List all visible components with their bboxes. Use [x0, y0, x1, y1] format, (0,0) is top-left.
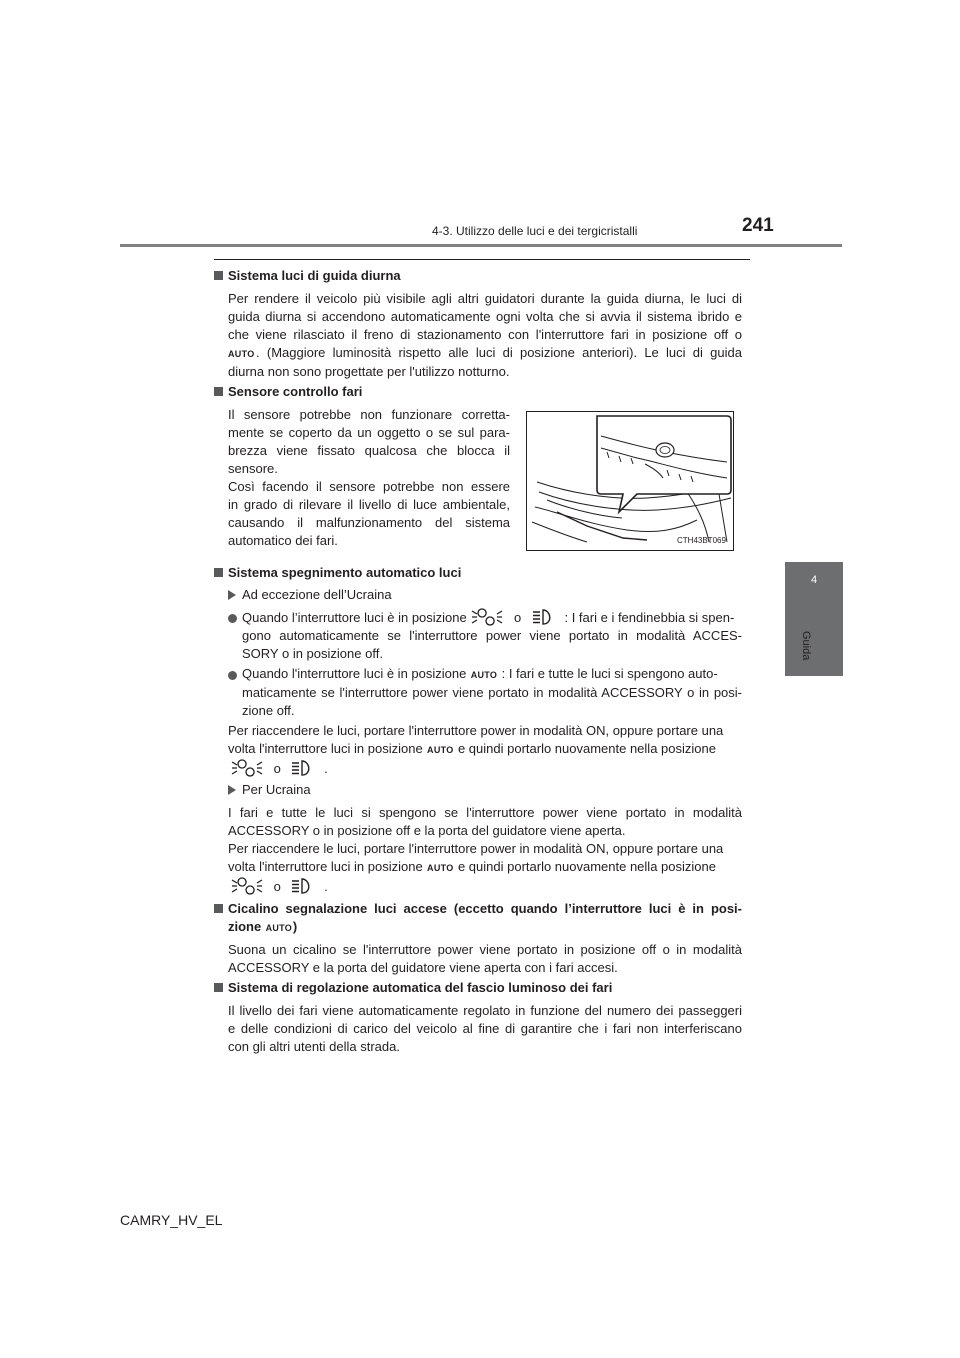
leveling-text: Il livello dei fari viene automaticamente regolato in funzione del numero dei passeggeri e delle condizioni di carico del veicolo al fine di garantire che i fari non interferiscano con gli altri utenti della strada. [228, 1003, 742, 1054]
position-lights-icon [230, 759, 264, 777]
drl-heading: Sistema luci di guida diurna [214, 267, 401, 285]
buzzer-heading: Cicalino segnalazione luci accese (eccetto quando l’interruttore luci è in posi- zione AUTO) [214, 900, 742, 937]
triangle-bullet-icon [228, 785, 236, 795]
chapter-label: Guida [800, 631, 812, 661]
square-bullet-icon [214, 387, 223, 396]
auto-icon: AUTO [265, 923, 293, 933]
position-lights-icon [230, 877, 264, 895]
triangle-bullet-icon [228, 590, 236, 600]
document-code: CAMRY_HV_EL [120, 1212, 223, 1228]
square-bullet-icon [214, 904, 223, 913]
round-bullet-icon [228, 671, 237, 680]
section-title: 4-3. Utilizzo delle luci e dei tergicristalli [432, 224, 638, 238]
position-lights-icon [470, 608, 504, 626]
auto-icon: AUTO [427, 745, 454, 755]
auto-off-paragraph2: I fari e tutte le luci si spengono se l'interruttore power viene portato in modalità ACCESSORY o in posizione off e la porta del guidatore viene aperta. Per riaccendere le luci, portare l'interruttore power in modalità ON, oppure portare una volta l'interruttore luci in posizione AUTO e quindi portarlo nuovamente nella posizione o . [228, 805, 742, 894]
sensor-heading: Sensore controllo fari [214, 383, 362, 401]
auto-icon: AUTO [427, 863, 454, 873]
square-bullet-icon [214, 271, 223, 280]
auto-icon: AUTO [228, 349, 255, 359]
auto-off-sub1: Ad eccezione dell’Ucraina [228, 586, 392, 604]
headlight-icon [290, 759, 314, 777]
auto-off-paragraph1: Per riaccendere le luci, portare l'interruttore power in modalità ON, oppure portare una volta l'interruttore luci in posizione AUTO e quindi portarlo nuovamente nella posizione o . [228, 723, 724, 776]
leveling-heading: Sistema di regolazione automatica del fascio luminoso dei fari [214, 979, 612, 997]
headlight-icon [290, 877, 314, 895]
auto-off-bullet1: Quando l’interruttore luci è in posizione o : I fari e i fendinebbia si spen- gono automaticamente se l'interruttore power viene portato in modalità ACCES- SORY o in posizione off. [242, 610, 742, 661]
auto-off-heading: Sistema spegnimento automatico luci [214, 564, 461, 582]
header-divider [120, 244, 842, 247]
square-bullet-icon [214, 983, 223, 992]
buzzer-text: Suona un cicalino se l'interruttore power viene portato in posizione off o in modalità ACCESSORY e la porta del guidatore viene aperta con i fari accesi. [228, 942, 742, 975]
sensor-illustration [526, 411, 734, 551]
headlight-icon [531, 608, 555, 626]
square-bullet-icon [214, 568, 223, 577]
chapter-number: 4 [810, 574, 818, 586]
round-bullet-icon [228, 614, 237, 623]
chapter-tab [785, 562, 843, 676]
auto-icon: AUTO [470, 670, 498, 680]
illustration-code: CTH43BT069 [677, 536, 726, 545]
drl-text: Per rendere il veicolo più visibile agli altri guidatori durante la guida diurna, le luci di guida diurna si accendono automaticamente ogni volta che si avvia il sistema ibrido e che viene rilasciato il freno di stazionamento con l'interruttore fari in posizione off o AUTO. (Maggiore luminosità rispetto alle luci di posizione anteriori). Le luci di guida diurna non sono progettate per l'utilizzo notturno. [228, 291, 742, 379]
auto-off-sub2: Per Ucraina [228, 781, 311, 799]
auto-off-bullet2: Quando l'interruttore luci è in posizione AUTO : I fari e tutte le luci si spengono auto- maticamente se l'interruttore power viene portato in modalità ACCESSORY o in posi- zione off. [242, 666, 742, 718]
content-divider [214, 259, 750, 260]
sensor-text: Il sensore potrebbe non funzionare corretta- mente se coperto da un oggetto o se sul para- brezza viene fissato qualcosa che blocca il sensore. Così facendo il sensore potrebbe non essere in grado di rilevare il livello di luce ambientale, causando il malfunzionamento del sistema automatico dei fari. [228, 407, 510, 548]
page-number: 241 [742, 215, 774, 236]
